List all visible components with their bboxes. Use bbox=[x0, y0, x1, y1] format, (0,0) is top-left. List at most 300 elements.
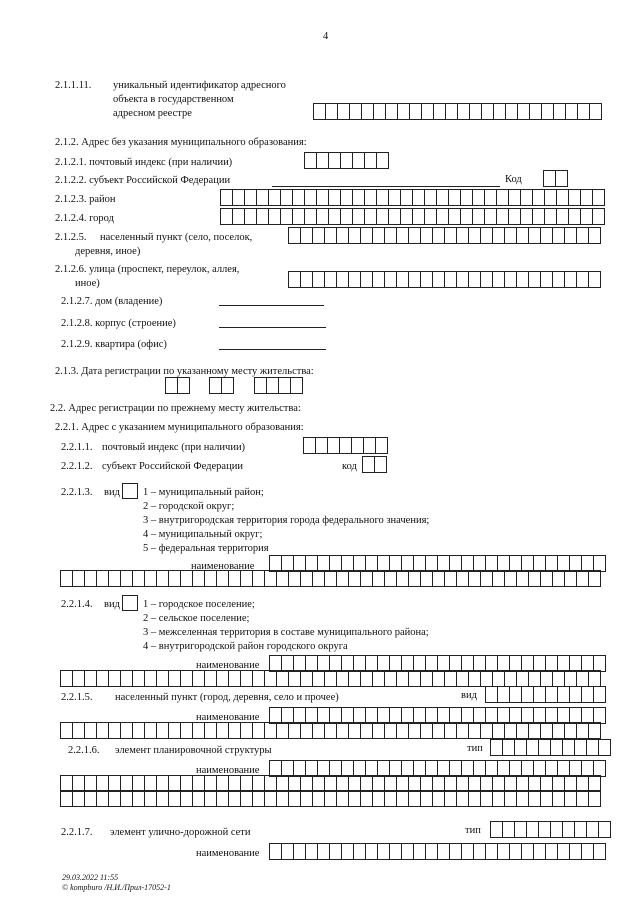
char-cell[interactable] bbox=[575, 740, 587, 755]
char-cell[interactable] bbox=[570, 687, 582, 702]
char-cell[interactable] bbox=[518, 104, 530, 119]
char-cell[interactable] bbox=[450, 708, 462, 723]
char-cell[interactable] bbox=[109, 723, 121, 738]
char-cell[interactable] bbox=[558, 761, 570, 776]
char-cell[interactable] bbox=[433, 228, 445, 243]
char-cell[interactable] bbox=[426, 656, 438, 671]
road-type-cells[interactable] bbox=[490, 821, 611, 838]
char-cell[interactable] bbox=[533, 209, 545, 224]
char-cell[interactable] bbox=[373, 671, 385, 686]
char-cell[interactable] bbox=[486, 708, 498, 723]
char-cell[interactable] bbox=[73, 791, 85, 806]
char-cell[interactable] bbox=[505, 571, 517, 586]
char-cell[interactable] bbox=[541, 228, 553, 243]
city-cells[interactable] bbox=[220, 208, 605, 225]
char-cell[interactable] bbox=[169, 791, 181, 806]
char-cell[interactable] bbox=[402, 556, 414, 571]
char-cell[interactable] bbox=[61, 671, 73, 686]
char-cell[interactable] bbox=[269, 209, 281, 224]
char-cell[interactable] bbox=[229, 776, 241, 791]
char-cell[interactable] bbox=[342, 656, 354, 671]
char-cell[interactable] bbox=[558, 556, 570, 571]
char-cell[interactable] bbox=[425, 209, 437, 224]
char-cell[interactable] bbox=[293, 190, 305, 205]
char-cell[interactable] bbox=[449, 209, 461, 224]
char-cell[interactable] bbox=[318, 761, 330, 776]
char-cell[interactable] bbox=[353, 190, 365, 205]
district-cells[interactable] bbox=[220, 189, 605, 206]
char-cell[interactable] bbox=[437, 190, 449, 205]
char-cell[interactable] bbox=[373, 723, 385, 738]
char-cell[interactable] bbox=[349, 571, 361, 586]
char-cell[interactable] bbox=[599, 740, 611, 755]
char-cell[interactable] bbox=[414, 556, 426, 571]
char-cell[interactable] bbox=[481, 791, 493, 806]
char-cell[interactable] bbox=[133, 571, 145, 586]
char-cell[interactable] bbox=[577, 228, 589, 243]
char-cell[interactable] bbox=[517, 272, 529, 287]
date-month-cells[interactable] bbox=[209, 377, 234, 394]
char-cell[interactable] bbox=[510, 687, 522, 702]
char-cell[interactable] bbox=[217, 671, 229, 686]
char-cell[interactable] bbox=[85, 671, 97, 686]
char-cell[interactable] bbox=[318, 708, 330, 723]
char-cell[interactable] bbox=[445, 776, 457, 791]
char-cell[interactable] bbox=[581, 190, 593, 205]
char-cell[interactable] bbox=[521, 209, 533, 224]
char-cell[interactable] bbox=[541, 571, 553, 586]
char-cell[interactable] bbox=[157, 791, 169, 806]
char-cell[interactable] bbox=[277, 571, 289, 586]
char-cell[interactable] bbox=[169, 671, 181, 686]
char-cell[interactable] bbox=[61, 791, 73, 806]
char-cell[interactable] bbox=[506, 104, 518, 119]
char-cell[interactable] bbox=[438, 844, 450, 859]
char-cell[interactable] bbox=[205, 723, 217, 738]
char-cell[interactable] bbox=[510, 761, 522, 776]
prev-kod-cells[interactable] bbox=[362, 456, 387, 473]
char-cell[interactable] bbox=[97, 776, 109, 791]
char-cell[interactable] bbox=[546, 656, 558, 671]
char-cell[interactable] bbox=[157, 723, 169, 738]
char-cell[interactable] bbox=[255, 378, 267, 393]
char-cell[interactable] bbox=[570, 761, 582, 776]
char-cell[interactable] bbox=[421, 671, 433, 686]
char-cell[interactable] bbox=[522, 656, 534, 671]
char-cell[interactable] bbox=[145, 671, 157, 686]
char-cell[interactable] bbox=[301, 228, 313, 243]
char-cell[interactable] bbox=[473, 190, 485, 205]
char-cell[interactable] bbox=[575, 822, 587, 837]
char-cell[interactable] bbox=[133, 791, 145, 806]
char-cell[interactable] bbox=[313, 776, 325, 791]
char-cell[interactable] bbox=[305, 209, 317, 224]
char-cell[interactable] bbox=[73, 671, 85, 686]
char-cell[interactable] bbox=[385, 671, 397, 686]
char-cell[interactable] bbox=[306, 556, 318, 571]
char-cell[interactable] bbox=[229, 723, 241, 738]
char-cell[interactable] bbox=[270, 708, 282, 723]
char-cell[interactable] bbox=[569, 209, 581, 224]
char-cell[interactable] bbox=[325, 228, 337, 243]
char-cell[interactable] bbox=[217, 791, 229, 806]
char-cell[interactable] bbox=[277, 791, 289, 806]
char-cell[interactable] bbox=[181, 671, 193, 686]
char-cell[interactable] bbox=[493, 272, 505, 287]
char-cell[interactable] bbox=[378, 656, 390, 671]
char-cell[interactable] bbox=[330, 844, 342, 859]
char-cell[interactable] bbox=[589, 791, 601, 806]
char-cell[interactable] bbox=[554, 104, 566, 119]
char-cell[interactable] bbox=[294, 656, 306, 671]
char-cell[interactable] bbox=[378, 844, 390, 859]
char-cell[interactable] bbox=[577, 272, 589, 287]
char-cell[interactable] bbox=[509, 190, 521, 205]
char-cell[interactable] bbox=[522, 687, 534, 702]
char-cell[interactable] bbox=[565, 791, 577, 806]
char-cell[interactable] bbox=[409, 571, 421, 586]
char-cell[interactable] bbox=[353, 209, 365, 224]
char-cell[interactable] bbox=[97, 571, 109, 586]
char-cell[interactable] bbox=[582, 556, 594, 571]
char-cell[interactable] bbox=[181, 791, 193, 806]
char-cell[interactable] bbox=[253, 571, 265, 586]
char-cell[interactable] bbox=[517, 776, 529, 791]
char-cell[interactable] bbox=[577, 671, 589, 686]
char-cell[interactable] bbox=[426, 708, 438, 723]
char-cell[interactable] bbox=[325, 671, 337, 686]
char-cell[interactable] bbox=[61, 776, 73, 791]
char-cell[interactable] bbox=[377, 153, 389, 168]
char-cell[interactable] bbox=[329, 209, 341, 224]
char-cell[interactable] bbox=[178, 378, 190, 393]
char-cell[interactable] bbox=[253, 671, 265, 686]
char-cell[interactable] bbox=[145, 571, 157, 586]
char-cell[interactable] bbox=[133, 671, 145, 686]
char-cell[interactable] bbox=[486, 761, 498, 776]
char-cell[interactable] bbox=[457, 776, 469, 791]
char-cell[interactable] bbox=[210, 378, 222, 393]
char-cell[interactable] bbox=[361, 776, 373, 791]
char-cell[interactable] bbox=[594, 556, 606, 571]
house-line[interactable] bbox=[219, 305, 324, 306]
char-cell[interactable] bbox=[530, 104, 542, 119]
char-cell[interactable] bbox=[301, 671, 313, 686]
char-cell[interactable] bbox=[397, 723, 409, 738]
char-cell[interactable] bbox=[462, 556, 474, 571]
char-cell[interactable] bbox=[534, 556, 546, 571]
char-cell[interactable] bbox=[378, 708, 390, 723]
char-cell[interactable] bbox=[565, 776, 577, 791]
char-cell[interactable] bbox=[497, 190, 509, 205]
char-cell[interactable] bbox=[485, 209, 497, 224]
char-cell[interactable] bbox=[85, 571, 97, 586]
char-cell[interactable] bbox=[587, 740, 599, 755]
char-cell[interactable] bbox=[570, 708, 582, 723]
char-cell[interactable] bbox=[493, 671, 505, 686]
char-cell[interactable] bbox=[589, 228, 601, 243]
char-cell[interactable] bbox=[330, 556, 342, 571]
char-cell[interactable] bbox=[558, 656, 570, 671]
char-cell[interactable] bbox=[304, 438, 316, 453]
char-cell[interactable] bbox=[241, 723, 253, 738]
char-cell[interactable] bbox=[450, 656, 462, 671]
char-cell[interactable] bbox=[157, 671, 169, 686]
char-cell[interactable] bbox=[462, 708, 474, 723]
char-cell[interactable] bbox=[253, 776, 265, 791]
char-cell[interactable] bbox=[565, 272, 577, 287]
char-cell[interactable] bbox=[282, 844, 294, 859]
char-cell[interactable] bbox=[469, 571, 481, 586]
char-cell[interactable] bbox=[366, 708, 378, 723]
char-cell[interactable] bbox=[361, 791, 373, 806]
char-cell[interactable] bbox=[491, 822, 503, 837]
char-cell[interactable] bbox=[257, 190, 269, 205]
char-cell[interactable] bbox=[553, 228, 565, 243]
char-cell[interactable] bbox=[450, 844, 462, 859]
char-cell[interactable] bbox=[157, 776, 169, 791]
char-cell[interactable] bbox=[425, 190, 437, 205]
char-cell[interactable] bbox=[493, 228, 505, 243]
char-cell[interactable] bbox=[365, 190, 377, 205]
char-cell[interactable] bbox=[229, 571, 241, 586]
char-cell[interactable] bbox=[474, 556, 486, 571]
char-cell[interactable] bbox=[277, 671, 289, 686]
char-cell[interactable] bbox=[313, 272, 325, 287]
char-cell[interactable] bbox=[337, 776, 349, 791]
char-cell[interactable] bbox=[294, 708, 306, 723]
char-cell[interactable] bbox=[389, 209, 401, 224]
char-cell[interactable] bbox=[461, 209, 473, 224]
char-cell[interactable] bbox=[481, 571, 493, 586]
char-cell[interactable] bbox=[505, 228, 517, 243]
char-cell[interactable] bbox=[553, 791, 565, 806]
char-cell[interactable] bbox=[413, 190, 425, 205]
char-cell[interactable] bbox=[217, 723, 229, 738]
char-cell[interactable] bbox=[326, 104, 338, 119]
char-cell[interactable] bbox=[457, 723, 469, 738]
char-cell[interactable] bbox=[542, 104, 554, 119]
char-cell[interactable] bbox=[437, 209, 449, 224]
char-cell[interactable] bbox=[329, 190, 341, 205]
char-cell[interactable] bbox=[541, 776, 553, 791]
char-cell[interactable] bbox=[565, 671, 577, 686]
char-cell[interactable] bbox=[553, 776, 565, 791]
char-cell[interactable] bbox=[301, 272, 313, 287]
char-cell[interactable] bbox=[577, 776, 589, 791]
char-cell[interactable] bbox=[363, 457, 375, 472]
char-cell[interactable] bbox=[373, 571, 385, 586]
char-cell[interactable] bbox=[557, 209, 569, 224]
char-cell[interactable] bbox=[563, 740, 575, 755]
char-cell[interactable] bbox=[522, 844, 534, 859]
char-cell[interactable] bbox=[373, 791, 385, 806]
char-cell[interactable] bbox=[169, 776, 181, 791]
char-cell[interactable] bbox=[361, 272, 373, 287]
char-cell[interactable] bbox=[445, 571, 457, 586]
char-cell[interactable] bbox=[361, 671, 373, 686]
char-cell[interactable] bbox=[390, 656, 402, 671]
char-cell[interactable] bbox=[390, 708, 402, 723]
char-cell[interactable] bbox=[510, 708, 522, 723]
char-cell[interactable] bbox=[350, 104, 362, 119]
char-cell[interactable] bbox=[410, 104, 422, 119]
char-cell[interactable] bbox=[349, 776, 361, 791]
char-cell[interactable] bbox=[193, 776, 205, 791]
char-cell[interactable] bbox=[493, 723, 505, 738]
char-cell[interactable] bbox=[539, 822, 551, 837]
char-cell[interactable] bbox=[461, 190, 473, 205]
char-cell[interactable] bbox=[61, 723, 73, 738]
char-cell[interactable] bbox=[193, 571, 205, 586]
char-cell[interactable] bbox=[341, 153, 353, 168]
korpus-line[interactable] bbox=[219, 327, 326, 328]
char-cell[interactable] bbox=[409, 776, 421, 791]
char-cell[interactable] bbox=[270, 556, 282, 571]
char-cell[interactable] bbox=[457, 272, 469, 287]
char-cell[interactable] bbox=[541, 272, 553, 287]
char-cell[interactable] bbox=[229, 671, 241, 686]
char-cell[interactable] bbox=[222, 378, 234, 393]
char-cell[interactable] bbox=[546, 687, 558, 702]
char-cell[interactable] bbox=[433, 272, 445, 287]
char-cell[interactable] bbox=[494, 104, 506, 119]
char-cell[interactable] bbox=[390, 844, 402, 859]
char-cell[interactable] bbox=[457, 571, 469, 586]
char-cell[interactable] bbox=[385, 791, 397, 806]
char-cell[interactable] bbox=[445, 228, 457, 243]
char-cell[interactable] bbox=[282, 708, 294, 723]
char-cell[interactable] bbox=[373, 272, 385, 287]
char-cell[interactable] bbox=[503, 740, 515, 755]
char-cell[interactable] bbox=[305, 153, 317, 168]
char-cell[interactable] bbox=[486, 687, 498, 702]
char-cell[interactable] bbox=[294, 761, 306, 776]
char-cell[interactable] bbox=[316, 438, 328, 453]
char-cell[interactable] bbox=[438, 708, 450, 723]
char-cell[interactable] bbox=[349, 723, 361, 738]
date-day-cells[interactable] bbox=[165, 377, 190, 394]
char-cell[interactable] bbox=[385, 571, 397, 586]
char-cell[interactable] bbox=[365, 209, 377, 224]
char-cell[interactable] bbox=[330, 656, 342, 671]
char-cell[interactable] bbox=[217, 571, 229, 586]
char-cell[interactable] bbox=[397, 776, 409, 791]
char-cell[interactable] bbox=[469, 671, 481, 686]
char-cell[interactable] bbox=[426, 556, 438, 571]
char-cell[interactable] bbox=[221, 209, 233, 224]
char-cell[interactable] bbox=[282, 761, 294, 776]
char-cell[interactable] bbox=[565, 723, 577, 738]
char-cell[interactable] bbox=[505, 776, 517, 791]
char-cell[interactable] bbox=[481, 671, 493, 686]
char-cell[interactable] bbox=[325, 791, 337, 806]
char-cell[interactable] bbox=[342, 761, 354, 776]
char-cell[interactable] bbox=[181, 571, 193, 586]
char-cell[interactable] bbox=[582, 687, 594, 702]
char-cell[interactable] bbox=[493, 571, 505, 586]
char-cell[interactable] bbox=[587, 822, 599, 837]
fias-id-cells[interactable] bbox=[313, 103, 602, 120]
char-cell[interactable] bbox=[265, 776, 277, 791]
char-cell[interactable] bbox=[133, 776, 145, 791]
char-cell[interactable] bbox=[342, 844, 354, 859]
char-cell[interactable] bbox=[509, 209, 521, 224]
char-cell[interactable] bbox=[241, 776, 253, 791]
char-cell[interactable] bbox=[337, 571, 349, 586]
char-cell[interactable] bbox=[253, 791, 265, 806]
char-cell[interactable] bbox=[376, 438, 388, 453]
char-cell[interactable] bbox=[217, 776, 229, 791]
char-cell[interactable] bbox=[313, 723, 325, 738]
char-cell[interactable] bbox=[551, 822, 563, 837]
char-cell[interactable] bbox=[421, 571, 433, 586]
char-cell[interactable] bbox=[181, 723, 193, 738]
char-cell[interactable] bbox=[362, 104, 374, 119]
char-cell[interactable] bbox=[294, 844, 306, 859]
char-cell[interactable] bbox=[482, 104, 494, 119]
char-cell[interactable] bbox=[145, 791, 157, 806]
char-cell[interactable] bbox=[325, 272, 337, 287]
char-cell[interactable] bbox=[481, 776, 493, 791]
char-cell[interactable] bbox=[329, 153, 341, 168]
char-cell[interactable] bbox=[193, 723, 205, 738]
char-cell[interactable] bbox=[498, 761, 510, 776]
char-cell[interactable] bbox=[529, 671, 541, 686]
char-cell[interactable] bbox=[385, 723, 397, 738]
char-cell[interactable] bbox=[534, 844, 546, 859]
char-cell[interactable] bbox=[253, 723, 265, 738]
char-cell[interactable] bbox=[325, 776, 337, 791]
char-cell[interactable] bbox=[85, 776, 97, 791]
char-cell[interactable] bbox=[414, 761, 426, 776]
char-cell[interactable] bbox=[485, 190, 497, 205]
char-cell[interactable] bbox=[457, 791, 469, 806]
char-cell[interactable] bbox=[563, 822, 575, 837]
char-cell[interactable] bbox=[241, 791, 253, 806]
char-cell[interactable] bbox=[557, 190, 569, 205]
char-cell[interactable] bbox=[590, 104, 602, 119]
char-cell[interactable] bbox=[157, 571, 169, 586]
char-cell[interactable] bbox=[341, 209, 353, 224]
char-cell[interactable] bbox=[317, 190, 329, 205]
street-cells[interactable] bbox=[288, 271, 601, 288]
char-cell[interactable] bbox=[269, 190, 281, 205]
char-cell[interactable] bbox=[354, 761, 366, 776]
char-cell[interactable] bbox=[229, 791, 241, 806]
char-cell[interactable] bbox=[397, 228, 409, 243]
char-cell[interactable] bbox=[313, 791, 325, 806]
char-cell[interactable] bbox=[301, 791, 313, 806]
char-cell[interactable] bbox=[553, 272, 565, 287]
char-cell[interactable] bbox=[497, 209, 509, 224]
char-cell[interactable] bbox=[558, 844, 570, 859]
char-cell[interactable] bbox=[145, 776, 157, 791]
char-cell[interactable] bbox=[270, 844, 282, 859]
char-cell[interactable] bbox=[527, 822, 539, 837]
char-cell[interactable] bbox=[390, 761, 402, 776]
name-cells-2[interactable] bbox=[60, 722, 601, 739]
char-cell[interactable] bbox=[221, 190, 233, 205]
char-cell[interactable] bbox=[462, 844, 474, 859]
char-cell[interactable] bbox=[385, 776, 397, 791]
char-cell[interactable] bbox=[145, 723, 157, 738]
char-cell[interactable] bbox=[445, 272, 457, 287]
char-cell[interactable] bbox=[73, 723, 85, 738]
char-cell[interactable] bbox=[402, 844, 414, 859]
char-cell[interactable] bbox=[109, 776, 121, 791]
char-cell[interactable] bbox=[375, 457, 387, 472]
